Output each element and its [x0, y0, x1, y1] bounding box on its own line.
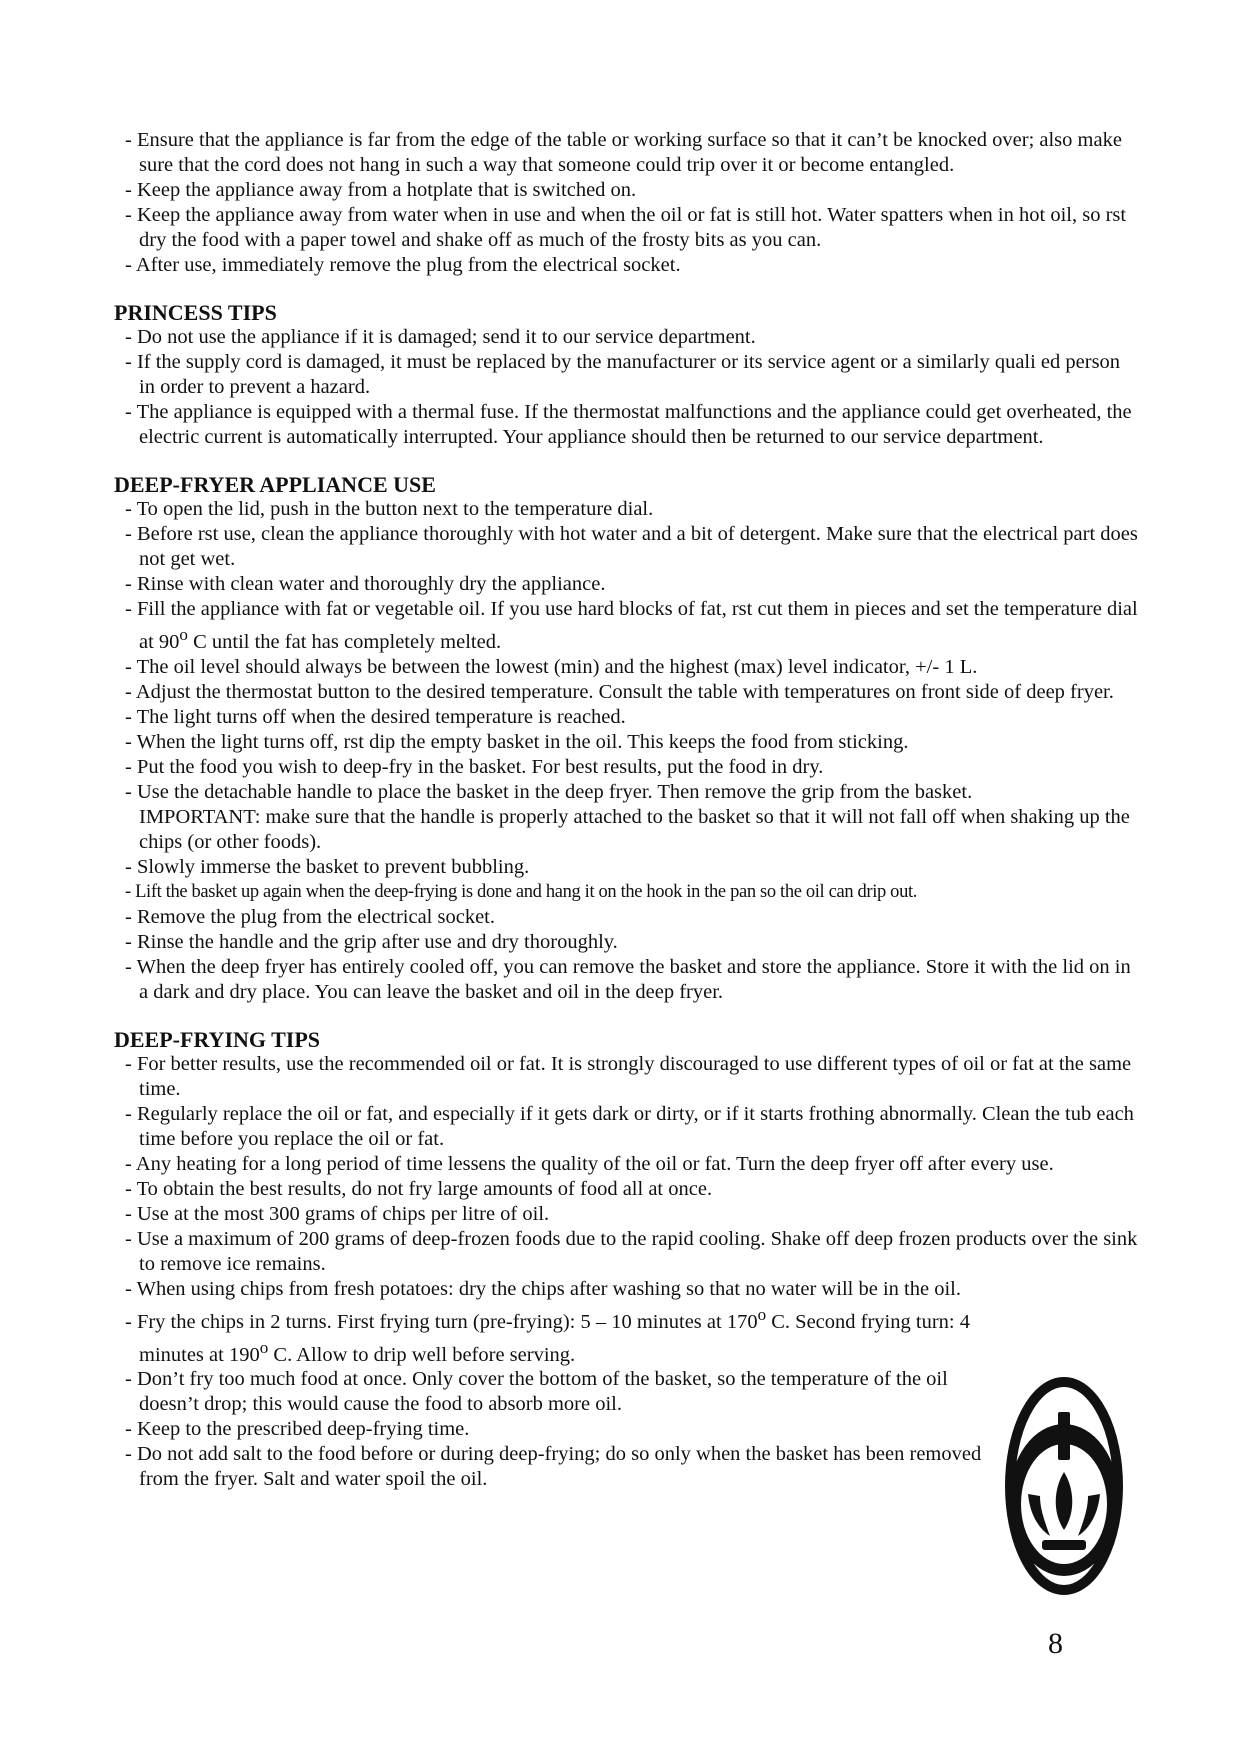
list-item: - Use at the most 300 grams of chips per litre of oil.	[125, 1202, 550, 1225]
list-item: - If the supply cord is damaged, it must be replaced by the manufacturer or its service agent or a similarly quali ed person in order to prevent a hazard.	[125, 351, 1121, 398]
list-item: - Keep the appliance away from a hotplate that is switched on.	[125, 179, 637, 201]
manual-page	[114, 128, 1138, 1514]
safety-section	[114, 128, 1138, 278]
list-item: - Put the food you wish to deep-fry in the basket. For best results, put the food in dry.	[125, 755, 824, 778]
degree-sign: o	[259, 1337, 269, 1357]
list-item: - Adjust the thermostat button to the desired temperature. Consult the table with temperatures on front side of deep fryer.	[125, 680, 1114, 703]
list-item: - When using chips from fresh potatoes: dry the chips after washing so that no water will be in the oil.	[125, 1277, 961, 1300]
degree-sign: o	[757, 1304, 767, 1324]
section-heading: DEEP-FRYING TIPS	[114, 1026, 321, 1052]
appliance-use-section	[114, 472, 1138, 1005]
list-item: - Do not use the appliance if it is damaged; send it to our service department.	[125, 326, 756, 348]
list-item: - The oil level should always be between the lowest (min) and the highest (max) level indicator, +/- 1 L.	[125, 655, 978, 678]
list-item: - To obtain the best results, do not fry large amounts of food all at once.	[125, 1177, 713, 1200]
list-item: - Use the detachable handle to place the basket in the deep fryer. Then remove the grip from the basket. IMPORTANT: make sure that the handle is properly attached to the basket so that it will not fall off when shaking up the chips (or other foods).	[114, 780, 1138, 855]
princess-tips-section	[114, 300, 1138, 450]
list-item: - Regularly replace the oil or fat, and especially if it gets dark or dirty, or if it starts frothing abnormally. Clean the tub each time before you replace the oil or fat.	[125, 1102, 1134, 1150]
frying-tips-section	[114, 1027, 1138, 1493]
list-item: - Fill the appliance with fat or vegetable oil. If you use hard blocks of fat, rst cut them in pieces and set the temperature dial at 90$^o$ C until the fat has completely melted.	[125, 598, 1138, 653]
list-item: - Remove the plug from the electrical socket.	[125, 905, 496, 928]
list-item: - Do not add salt to the food before or during deep-frying; do so only when the basket has been removed from the fryer. Salt and water spoil the oil.	[125, 1443, 982, 1491]
list-item: - After use, immediately remove the plug from the electrical socket.	[125, 254, 681, 276]
list-item: - Rinse the handle and the grip after use and dry thoroughly.	[125, 930, 618, 953]
list-item: - The appliance is equipped with a thermal fuse. If the thermostat malfunctions and the appliance could get overheated, the electric current is automatically interrupted. Your appliance should then be returned to our service department.	[125, 401, 1132, 448]
important-note: IMPORTANT: make sure that the handle is properly attached to the basket so that it will not fall off when shaking up the chips (or other foods).	[139, 805, 1130, 853]
list-item: - When the deep fryer has entirely cooled off, you can remove the basket and store the appliance. Store it with the lid on in a dark and dry place. You can leave the basket and oil in the deep fryer.	[125, 955, 1131, 1003]
list-item: - Rinse with clean water and thoroughly dry the appliance.	[125, 573, 606, 595]
list-item: - For better results, use the recommended oil or fat. It is strongly discouraged to use different types of oil or fat at the same time.	[125, 1052, 1132, 1100]
list-item: - Keep the appliance away from water when in use and when the oil or fat is still hot. Water spatters when in hot oil, so rst dry the food with a paper towel and shake off as much of the frosty bits as you can.	[125, 204, 1127, 251]
list-item: - Use a maximum of 200 grams of deep-frozen foods due to the rapid cooling. Shake off deep frozen products over the sink to remove ice remains.	[125, 1227, 1138, 1275]
list-item: - To open the lid, push in the button next to the temperature dial.	[125, 498, 654, 520]
list-item: - Before rst use, clean the appliance thoroughly with hot water and a bit of detergent. Make sure that the electrical part does not get wet.	[125, 523, 1138, 570]
list-item: - Don’t fry too much food at once. Only cover the bottom of the basket, so the temperature of the oil doesn’t drop; this would cause the food to absorb more oil.	[125, 1368, 948, 1416]
list-item: - Slowly immerse the basket to prevent bubbling.	[125, 855, 530, 878]
list-item: - When the light turns off, rst dip the empty basket in the oil. This keeps the food from sticking.	[125, 730, 909, 753]
list-item: - Ensure that the appliance is far from the edge of the table or working surface so that it can’t be knocked over; also make sure that the cord does not hang in such a way that someone could trip over it or become entangled.	[125, 129, 1122, 176]
list-item: - Lift the basket up again when the deep-frying is done and hang it on the hook in the pan so the oil can drip out.	[125, 881, 918, 902]
list-item: - Any heating for a long period of time lessens the quality of the oil or fat. Turn the deep fryer off after every use.	[125, 1152, 1054, 1175]
section-heading: DEEP-FRYER APPLIANCE USE	[114, 472, 436, 497]
list-item: - Keep to the prescribed deep-frying time.	[125, 1418, 470, 1441]
page-number: 8	[1048, 1627, 1063, 1660]
degree-sign: o	[179, 625, 188, 644]
section-heading: PRINCESS TIPS	[114, 300, 277, 325]
list-item: - The light turns off when the desired temperature is reached.	[125, 705, 626, 728]
deep-fryer-symbol-icon	[1004, 1372, 1124, 1600]
list-item: - Fry the chips in 2 turns. First frying turn (pre-frying): 5 – 10 minutes at 170$^o$ C. Second frying turn: 4 minutes at 190$^o$ C. Allow to drip well before serving.	[125, 1304, 970, 1366]
